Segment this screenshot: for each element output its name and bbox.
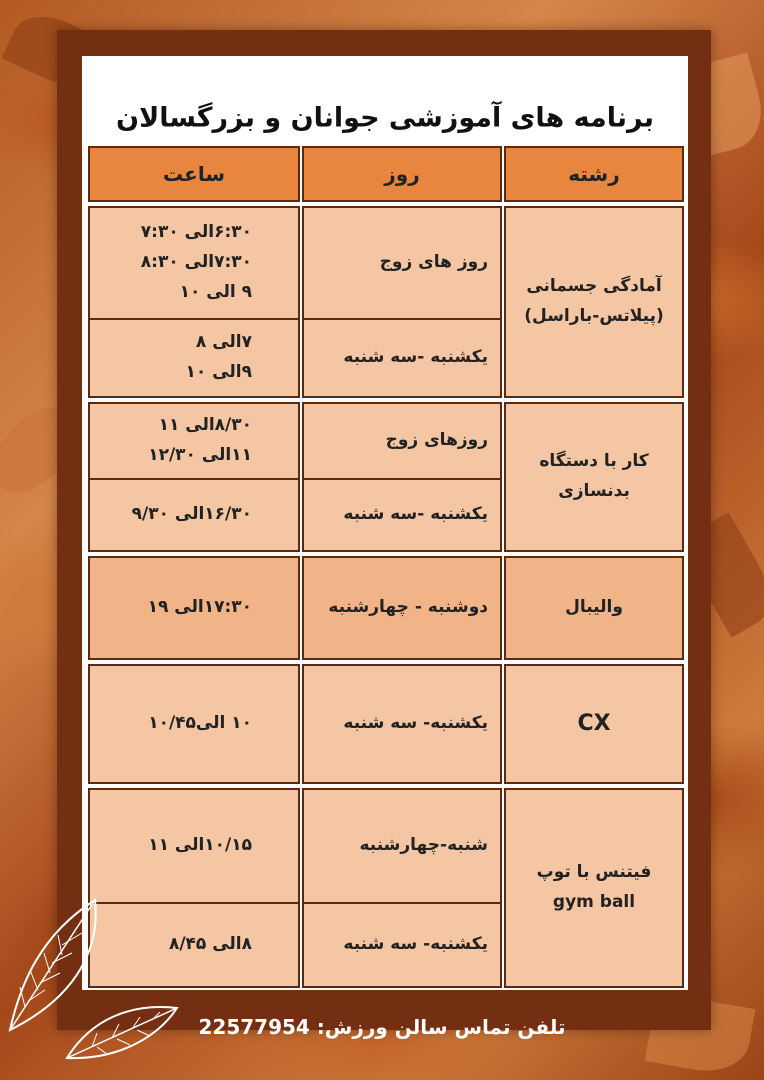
time-line: ۷:۳۰الی ۸:۳۰ bbox=[140, 252, 252, 273]
day-text: شنبه-چهارشنبه bbox=[359, 835, 488, 856]
time-cell bbox=[88, 902, 300, 988]
day-cell bbox=[302, 478, 502, 552]
field-line: (پیلاتس-باراسل) bbox=[524, 306, 664, 326]
day-cell bbox=[302, 664, 502, 784]
header-field: رشته bbox=[504, 146, 684, 202]
page-title: برنامه های آموزشی جوانان و بزرگسالان bbox=[116, 102, 654, 134]
time-cell bbox=[88, 664, 300, 784]
field-line: آمادگی جسمانی bbox=[526, 276, 662, 297]
field-line: CX bbox=[577, 710, 611, 736]
day-cell bbox=[302, 788, 502, 904]
header-day: روز bbox=[302, 146, 502, 202]
day-cell bbox=[302, 556, 502, 660]
field-line: gym ball bbox=[552, 892, 636, 912]
time-line: ۷الی ۸ bbox=[195, 332, 252, 353]
day-text: یکشنبه- سه شنبه bbox=[343, 713, 488, 734]
schedule-table bbox=[88, 146, 684, 988]
time-line: ۸/۳۰الی ۱۱ bbox=[158, 415, 252, 436]
time-line: ۹ الی ۱۰ bbox=[179, 281, 252, 302]
field-cell-gymball bbox=[504, 788, 684, 988]
day-text: یکشنبه -سه شنبه bbox=[343, 504, 488, 525]
day-text: یکشنبه- سه شنبه bbox=[343, 934, 488, 955]
time-line: ۱۱الی ۱۲/۳۰ bbox=[148, 445, 252, 465]
day-cell bbox=[302, 318, 502, 398]
day-text: دوشنبه - چهارشنبه bbox=[328, 597, 488, 618]
time-cell bbox=[88, 556, 300, 660]
field-cell-volleyball bbox=[504, 556, 684, 660]
time-cell bbox=[88, 318, 300, 398]
time-line: ۱۷:۳۰الی ۱۹ bbox=[147, 597, 252, 618]
day-text: یکشنبه -سه شنبه bbox=[343, 347, 488, 368]
time-line: ۱۶/۳۰الی ۹/۳۰ bbox=[131, 504, 252, 525]
phone-number[interactable]: 22577954 bbox=[198, 1015, 310, 1039]
day-cell bbox=[302, 902, 502, 988]
time-line: ۶:۳۰الی ۷:۳۰ bbox=[140, 222, 252, 243]
day-cell bbox=[302, 206, 502, 320]
field-line: بدنسازی bbox=[558, 481, 630, 501]
time-line: ۹الی ۱۰ bbox=[185, 362, 252, 382]
day-text: روزهای زوج bbox=[385, 430, 488, 451]
field-line: والیبال bbox=[565, 597, 623, 618]
time-line: ۱۰ الی۱۰/۴۵ bbox=[148, 713, 252, 734]
field-line: فیتنس با توپ bbox=[536, 862, 652, 883]
day-text: روز های زوج bbox=[379, 252, 488, 273]
footer-label: تلفن تماس سالن ورزش: bbox=[316, 1015, 566, 1039]
time-line: ۸الی ۸/۴۵ bbox=[168, 934, 252, 955]
time-cell bbox=[88, 206, 300, 320]
time-line: ۱۰/۱۵الی ۱۱ bbox=[148, 835, 252, 856]
field-line: کار با دستگاه bbox=[539, 451, 649, 472]
header-time: ساعت bbox=[88, 146, 300, 202]
field-cell-cx bbox=[504, 664, 684, 784]
field-cell-fitness bbox=[504, 206, 684, 398]
time-cell bbox=[88, 478, 300, 552]
field-cell-bodybuilding bbox=[504, 402, 684, 552]
day-cell bbox=[302, 402, 502, 480]
time-cell bbox=[88, 788, 300, 904]
contact-footer bbox=[0, 1015, 764, 1039]
schedule-card bbox=[82, 56, 688, 990]
time-cell bbox=[88, 402, 300, 480]
